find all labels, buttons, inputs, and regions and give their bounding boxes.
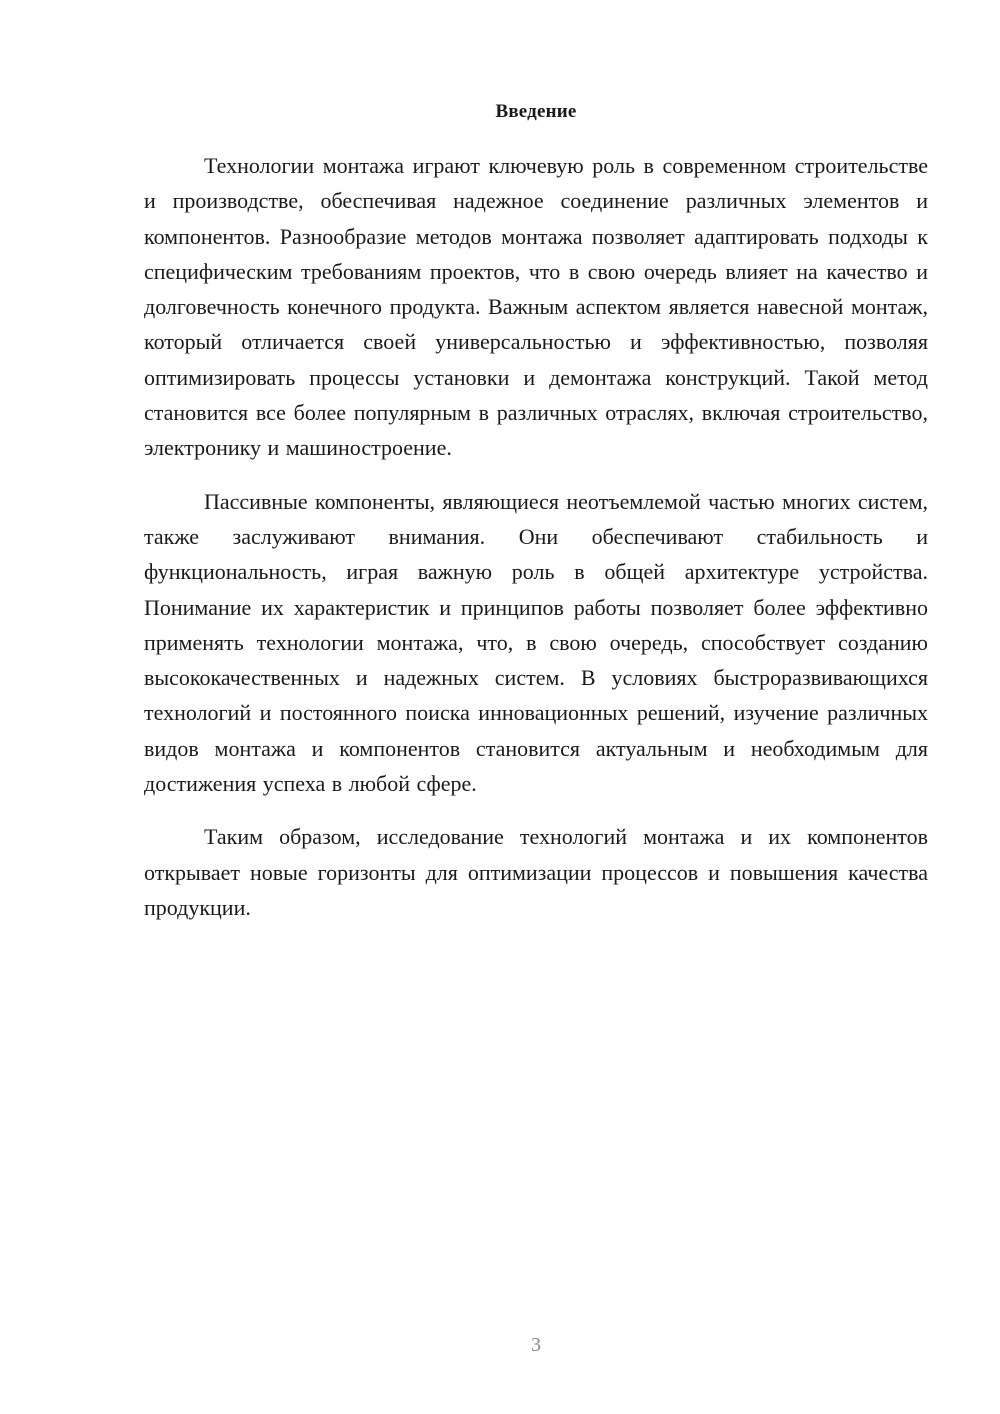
paragraph-3: Таким образом, исследование технологий монтажа и их компонентов открывает новые горизонты для оптимизации процессов и повышения качества продукции. (144, 824, 928, 920)
paragraph-1: Технологии монтажа играют ключевую роль в современном строительстве и производстве, обеспечивая надежное соединение различных элементов и компонентов. Разнообразие методов монтажа позволяет адаптировать подходы к специфическим требованиям проектов, что в свою очередь влияет на качество и долговечность конечного продукта. Важным аспектом является навесной монтаж, который отличается своей универсальностью и эффективностью, позволяя оптимизировать процессы установки и демонтажа конструкций. Такой метод становится все более популярным в различных отраслях, включая строительство, электронику и машиностроение. (144, 153, 928, 461)
paragraph-2: Пассивные компоненты, являющиеся неотъемлемой частью многих систем, также заслуживают внимания. Они обеспечивают стабильность и функциональность, играя важную роль в общей архитектуре устройства. Понимание их характеристик и принципов работы позволяет более эффективно применять технологии монтажа, что, в свою очередь, способствует созданию высококачественных и надежных систем. В условиях быстроразвивающихся технологий и постоянного поиска инновационных решений, изучение различных видов монтажа и компонентов становится актуальным и необходимым для достижения успеха в любой сфере. (144, 488, 928, 797)
page-content (144, 98, 928, 943)
page-number: 3 (531, 1334, 541, 1356)
section-title: Введение (495, 101, 577, 122)
